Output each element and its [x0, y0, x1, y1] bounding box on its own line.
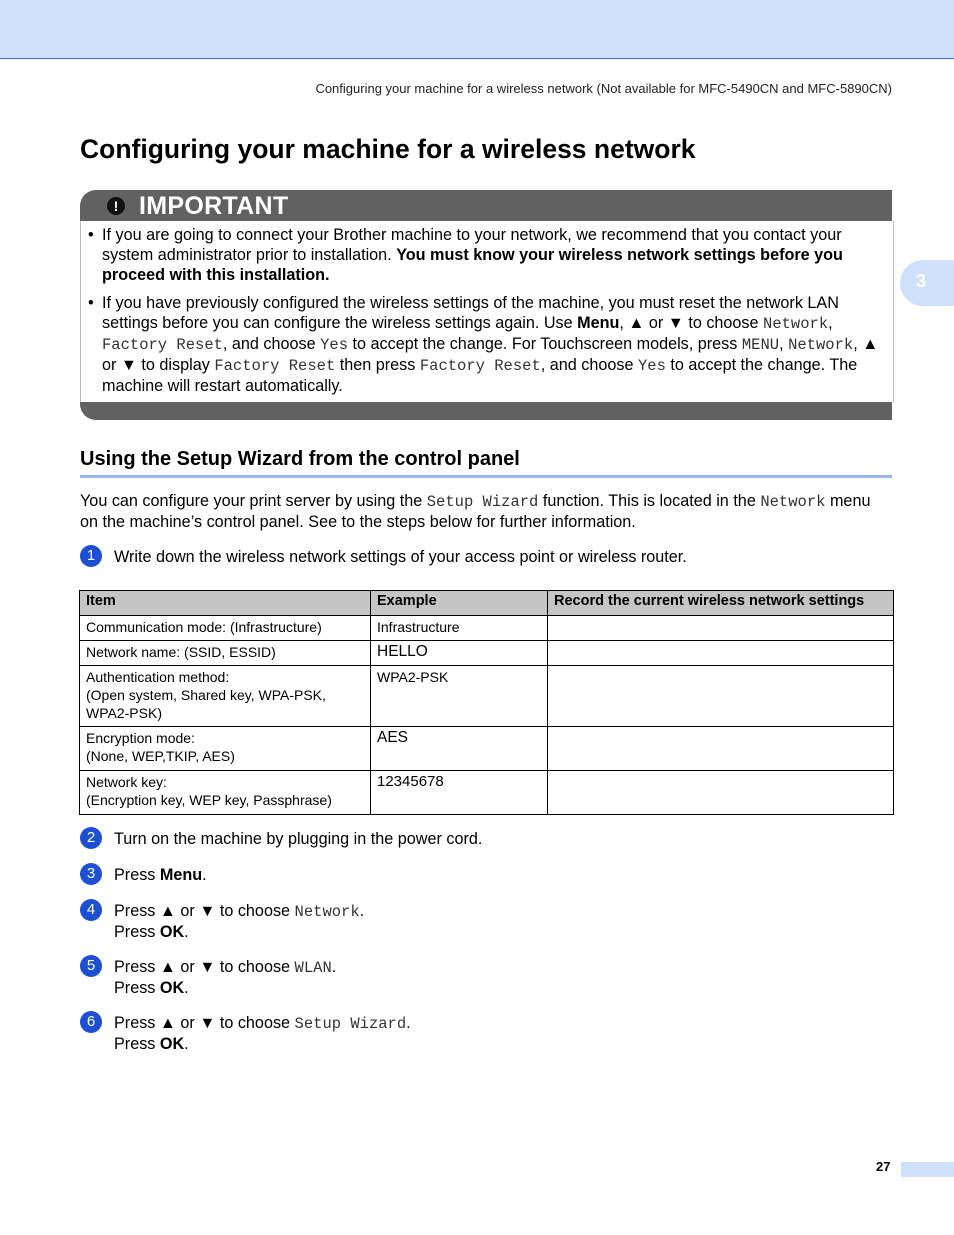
step-text: Press ▲ or ▼ to choose Setup Wizard. Press OK. [114, 1014, 411, 1053]
record-cell [548, 771, 894, 815]
important-item-2: • If you have previously configured the wireless settings of the machine, you must reset the network LAN settings before you can configure the wireless settings again. Use Menu, ▲ or ▼ to choose Network, Factory Reset, and choose Yes to accept the change. For Touchscreen models, press MENU, Network, ▲ or ▼ to display Factory Reset then press Factory Reset, and choose Yes to accept the change. The machine will restart automatically. [88, 294, 879, 395]
up-arrow-icon: ▲ [862, 335, 879, 353]
example-cell: WPA2-PSK [371, 666, 548, 727]
down-arrow-icon: ▼ [199, 902, 216, 920]
step-number: 2 [80, 827, 102, 849]
page-tab [901, 1162, 954, 1177]
settings-table [79, 590, 894, 815]
exclamation-icon: ! [107, 197, 125, 215]
down-arrow-icon: ▼ [199, 1014, 216, 1032]
table-row [80, 641, 894, 666]
record-cell [548, 641, 894, 666]
important-banner [80, 190, 892, 221]
table-row [80, 727, 894, 771]
step-number: 5 [80, 955, 102, 977]
record-cell [548, 616, 894, 641]
step-number: 6 [80, 1011, 102, 1033]
table-row [80, 616, 894, 641]
section-rule [80, 475, 892, 478]
page-number: 27 [876, 1159, 891, 1174]
step-number: 1 [80, 545, 102, 567]
important-box [80, 221, 894, 402]
important-item-1: • If you are going to connect your Brother machine to your network, we recommend that you contact your system administrator prior to installation. You must know your wireless network settings before you proceed with this installation. [88, 226, 843, 284]
step-text: Press ▲ or ▼ to choose Network. Press OK. [114, 902, 365, 941]
intro-paragraph: You can configure your print server by using the Setup Wizard function. This is located in the Network menu on the machine’s control panel. See to the steps below for further information. [80, 492, 871, 531]
important-label: IMPORTANT [139, 192, 289, 220]
up-arrow-icon: ▲ [159, 958, 176, 976]
item-cell: Communication mode: (Infrastructure) [80, 616, 371, 641]
item-cell: Authentication method: (Open system, Shared key, WPA-PSK, WPA2-PSK) [80, 666, 371, 727]
column-header: Example [371, 591, 548, 616]
chapter-number: 3 [916, 271, 927, 291]
chapter-tab [900, 260, 954, 306]
table-header-row [80, 591, 894, 616]
item-cell: Network name: (SSID, ESSID) [80, 641, 371, 666]
important-footer-bar [80, 402, 892, 420]
column-header: Item [80, 591, 371, 616]
example-cell: Infrastructure [371, 616, 548, 641]
item-cell: Encryption mode: (None, WEP,TKIP, AES) [80, 727, 371, 771]
bullet: • [88, 226, 94, 244]
running-header: Configuring your machine for a wireless network (Not available for MFC-5490CN and MFC-5890CN) [315, 81, 892, 96]
example-cell: AES [371, 727, 548, 771]
column-header: Record the current wireless network settings [548, 591, 894, 616]
example-cell: HELLO [371, 641, 548, 666]
top-header-band [0, 0, 954, 59]
up-arrow-icon: ▲ [159, 902, 176, 920]
down-arrow-icon: ▼ [667, 314, 684, 332]
section-heading: Using the Setup Wizard from the control panel [80, 448, 520, 470]
example-cell: 12345678 [371, 771, 548, 815]
down-arrow-icon: ▼ [199, 958, 216, 976]
table-row [80, 771, 894, 815]
step-text: Press ▲ or ▼ to choose WLAN. Press OK. [114, 958, 337, 997]
step-text: Press Menu. [114, 866, 207, 884]
record-cell [548, 727, 894, 771]
item-cell: Network key: (Encryption key, WEP key, Passphrase) [80, 771, 371, 815]
step-text: Turn on the machine by plugging in the power cord. [114, 830, 483, 848]
up-arrow-icon: ▲ [628, 314, 645, 332]
step-number: 3 [80, 863, 102, 885]
down-arrow-icon: ▼ [120, 356, 137, 374]
up-arrow-icon: ▲ [159, 1014, 176, 1032]
step-text: Write down the wireless network settings of your access point or wireless router. [114, 548, 687, 566]
bullet: • [88, 294, 94, 312]
record-cell [548, 666, 894, 727]
page-title: Configuring your machine for a wireless network [80, 134, 696, 164]
step-number: 4 [80, 899, 102, 921]
table-row [80, 666, 894, 727]
